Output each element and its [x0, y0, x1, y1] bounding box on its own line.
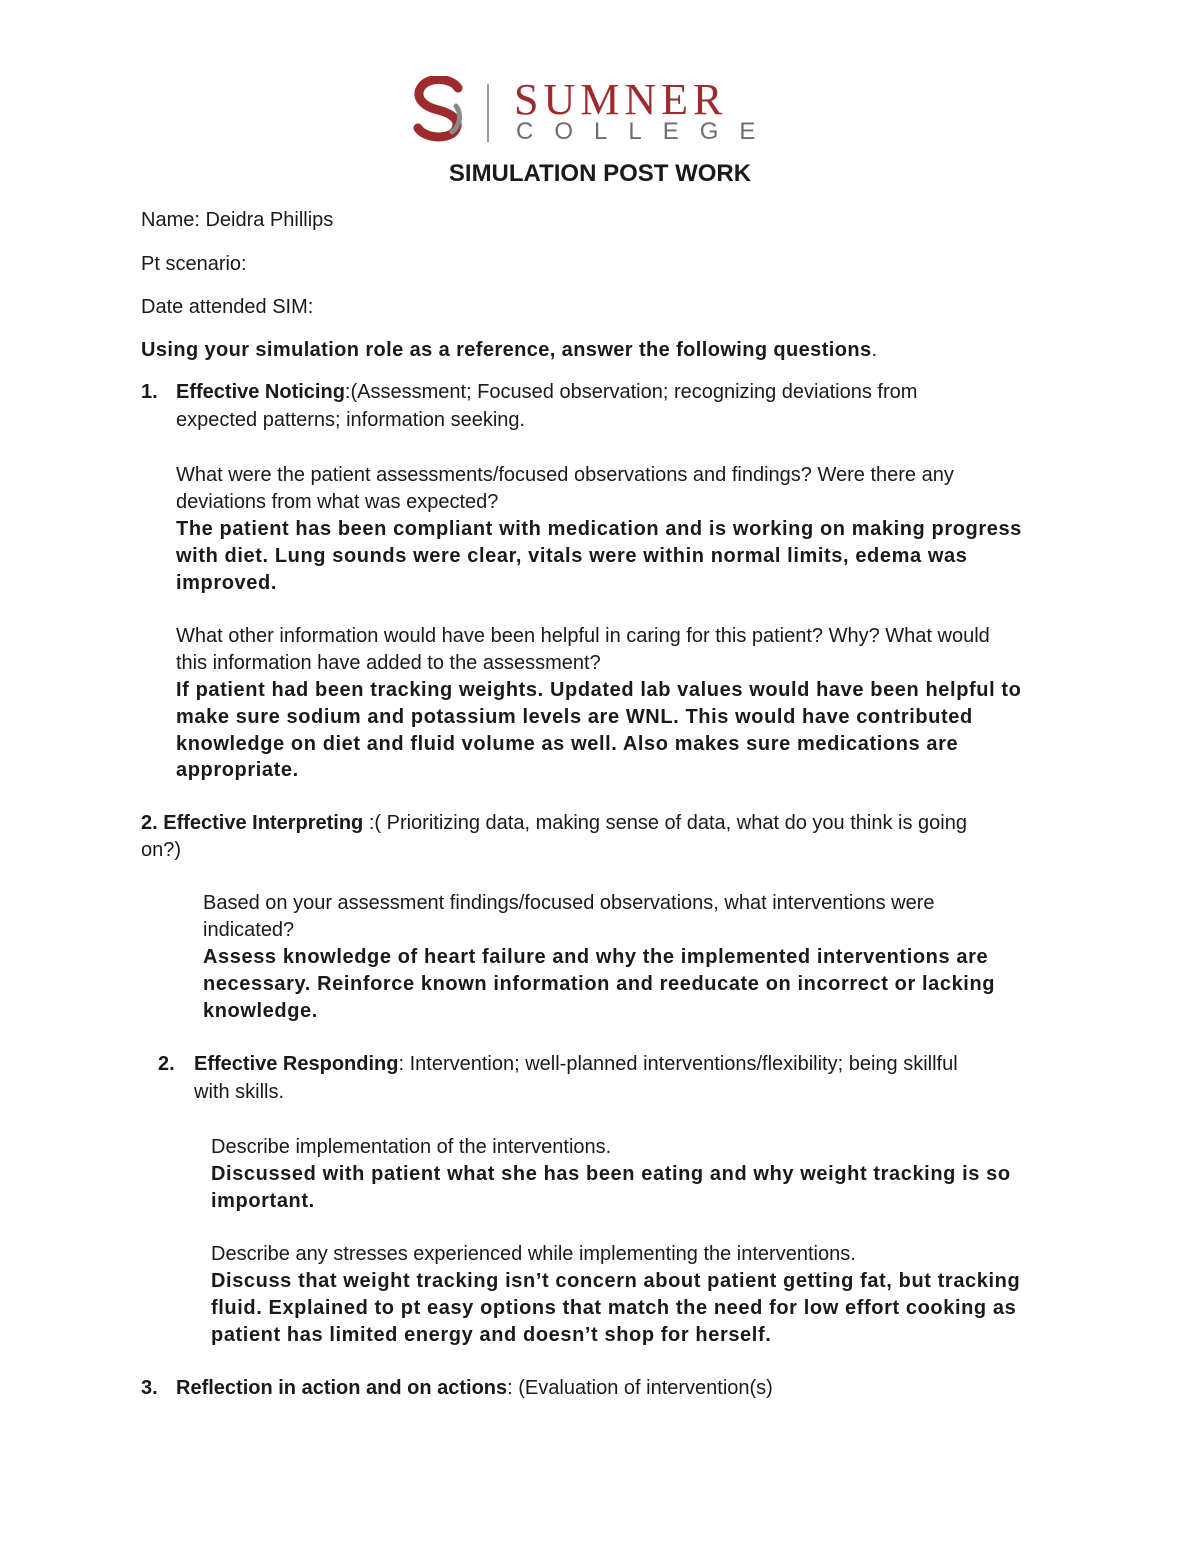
instruction-period: .: [871, 339, 878, 361]
instruction-text: Using your simulation role as a reference, answer the following questions: [141, 339, 872, 361]
logo-s-emblem: [412, 76, 468, 142]
section1-a1-line: with diet. Lung sounds were clear, vitals were within normal limits, edema was: [176, 545, 968, 567]
section3-a1-line: Discussed with patient what she has been eating and why weight tracking is so: [211, 1163, 1011, 1185]
section1-desc-cont: expected patterns; information seeking.: [176, 409, 526, 431]
section3-number: 2.: [158, 1053, 175, 1075]
section2-a-line: knowledge.: [203, 1000, 318, 1022]
section2-q-line: indicated?: [203, 919, 295, 941]
section1-q1-line: deviations from what was expected?: [176, 491, 499, 513]
section3-heading-line: [194, 1052, 958, 1076]
sumner-college-logo: [412, 75, 777, 146]
section4-heading-line: [176, 1376, 773, 1400]
section1-a1-line: The patient has been compliant with medication and is working on making progress: [176, 518, 1022, 540]
section1-heading-line: [176, 380, 917, 404]
section1-heading: Effective Noticing: [176, 381, 345, 403]
section2-desc: :( Prioritizing data, making sense of data, what do you think is going: [363, 812, 967, 834]
section3-q1: Describe implementation of the interventions.: [211, 1136, 612, 1158]
section3-a2-line: Discuss that weight tracking isn’t concern about patient getting fat, but tracking: [211, 1270, 1021, 1292]
scenario-field: Pt scenario:: [141, 253, 247, 275]
section1-a2-line: appropriate.: [176, 759, 299, 781]
section2-desc-cont: on?): [141, 839, 182, 861]
section3-heading: Effective Responding: [194, 1053, 399, 1075]
section1-a1-line: improved.: [176, 572, 277, 594]
section1-number: 1.: [141, 381, 158, 403]
section2-heading: 2. Effective Interpreting: [141, 812, 364, 834]
section1-a2-line: If patient had been tracking weights. Updated lab values would have been helpful to: [176, 679, 1022, 701]
logo-divider: [487, 84, 489, 142]
section2-heading-line: [141, 811, 967, 835]
section3-a2-line: fluid. Explained to pt easy options that match the need for low effort cooking as: [211, 1297, 1017, 1319]
section3-q2: Describe any stresses experienced while implementing the interventions.: [211, 1243, 856, 1265]
section4-desc: : (Evaluation of intervention(s): [507, 1377, 773, 1399]
section4-heading: Reflection in action and on actions: [176, 1377, 508, 1399]
name-field: Name: Deidra Phillips: [141, 209, 334, 231]
date-field: Date attended SIM:: [141, 296, 314, 318]
section1-q2-line: What other information would have been helpful in caring for this patient? Why? What would: [176, 625, 990, 647]
logo-subtitle: COLLEGE: [516, 118, 777, 145]
section1-a2-line: knowledge on diet and fluid volume as well. Also makes sure medications are: [176, 733, 959, 755]
logo-name: SUMNER: [514, 75, 728, 124]
section3-a2-line: patient has limited energy and doesn’t shop for herself.: [211, 1324, 772, 1346]
section2-q-line: Based on your assessment findings/focused observations, what interventions were: [203, 892, 935, 914]
section3-desc-cont: with skills.: [194, 1081, 285, 1103]
section2-a-line: necessary. Reinforce known information and reeducate on incorrect or lacking: [203, 973, 996, 995]
section2-a-line: Assess knowledge of heart failure and why the implemented interventions are: [203, 946, 989, 968]
section3-desc: : Intervention; well-planned interventions/flexibility; being skillful: [398, 1053, 958, 1075]
section1-q1-line: What were the patient assessments/focused observations and findings? Were there any: [176, 464, 954, 486]
section1-q2-line: this information have added to the assessment?: [176, 652, 601, 674]
section3-a1-line: important.: [211, 1190, 315, 1212]
section4-number: 3.: [141, 1377, 158, 1399]
section1-desc: :(Assessment; Focused observation; recognizing deviations from: [344, 381, 918, 403]
section1-a2-line: make sure sodium and potassium levels are WNL. This would have contributed: [176, 706, 973, 728]
instruction: [141, 338, 877, 362]
page-title: SIMULATION POST WORK: [448, 160, 752, 187]
